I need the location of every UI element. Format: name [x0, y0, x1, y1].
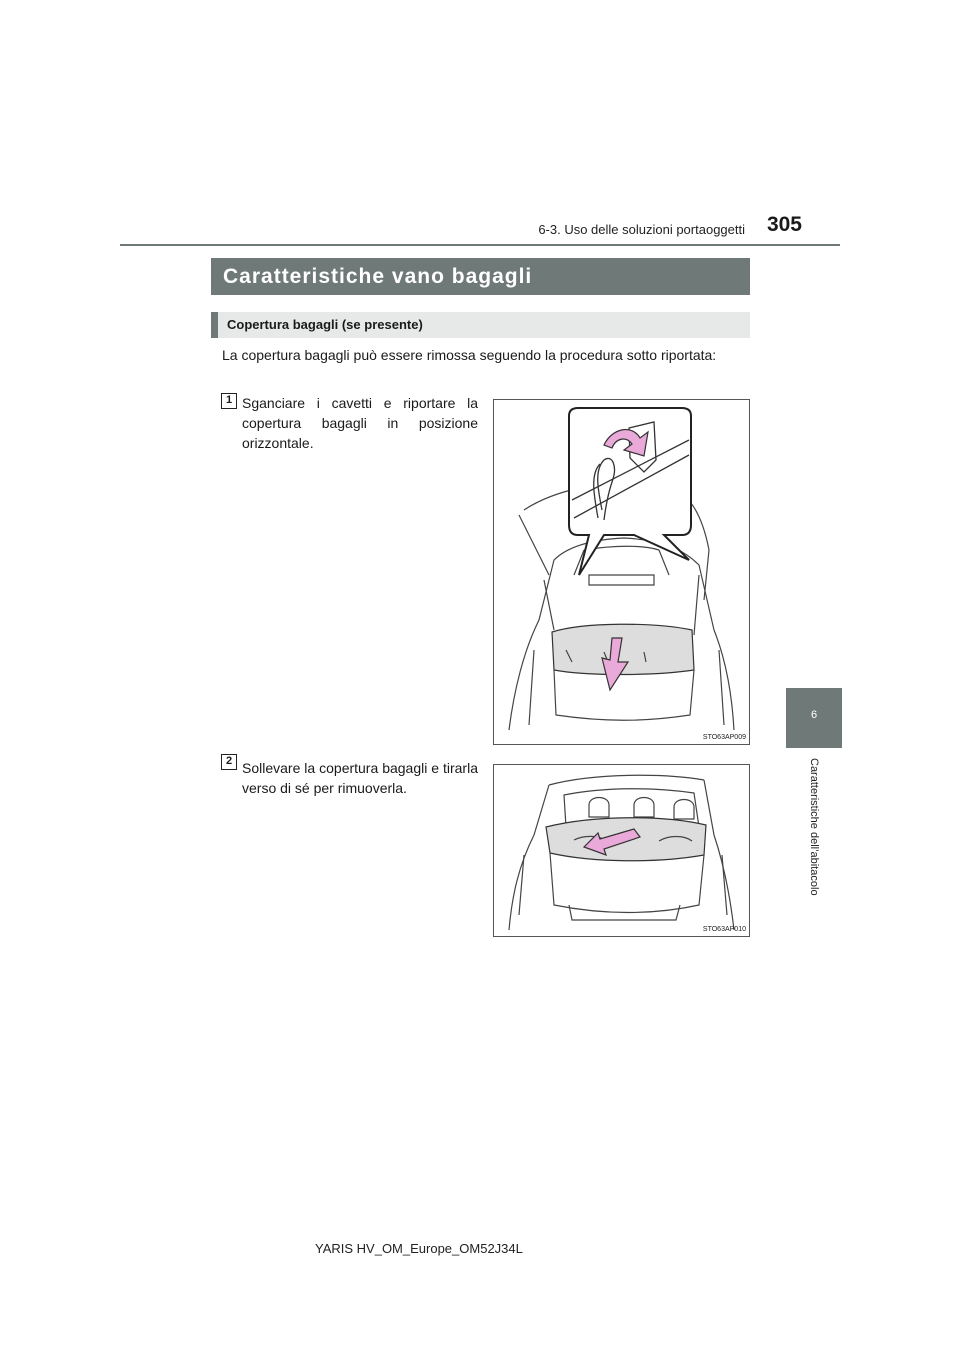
chapter-number: 6	[810, 709, 818, 721]
page-number: 305	[766, 213, 802, 236]
step-2-text: Sollevare la copertura bagagli e tirarla verso di sé per rimuoverla.	[242, 760, 478, 796]
figure-code: STO63AP010	[702, 926, 746, 933]
header-rule	[120, 244, 840, 246]
subsection-title: Copertura bagagli (se presente)	[211, 312, 750, 338]
figure-step-1	[493, 399, 750, 745]
section-title: Caratteristiche vano bagagli	[211, 258, 750, 295]
step-1-number: 1	[221, 393, 237, 409]
running-header-section: 6-3. Uso delle soluzioni portaoggetti	[538, 222, 745, 237]
step-1-text: Sganciare i cavetti e riportare la copertura bagagli in posizione orizzontale.	[242, 395, 478, 451]
footer-model-code: YARIS HV_OM_Europe_OM52J34L	[315, 1241, 523, 1256]
figure-code: STO63AP009	[702, 734, 746, 741]
intro-paragraph: La copertura bagagli può essere rimossa seguendo la procedura sotto riportata:	[222, 347, 717, 363]
tonneau-removal-illustration	[494, 765, 749, 936]
step-2-number: 2	[221, 754, 237, 770]
chapter-title: Caratteristiche dell’abitacolo	[808, 758, 820, 896]
tailgate-cables-illustration	[494, 400, 749, 744]
figure-step-2	[493, 764, 750, 937]
